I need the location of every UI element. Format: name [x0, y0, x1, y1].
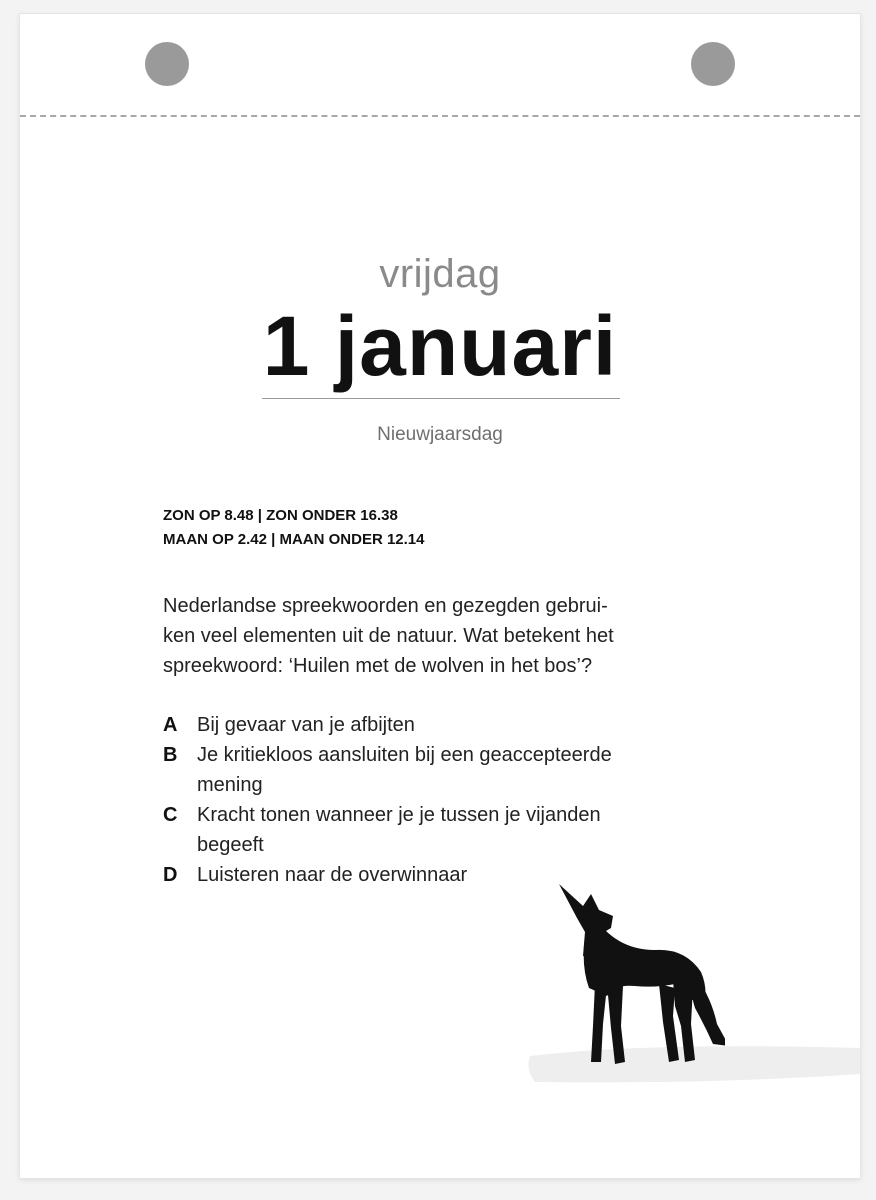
answer-line: begeeft: [197, 834, 264, 856]
date-heading: 1 januari: [262, 299, 618, 393]
holiday-label: Nieuwjaarsdag: [377, 424, 503, 445]
answer-letter: D: [163, 864, 178, 886]
moon-times: MAAN OP 2.42 | MAAN ONDER 12.14: [163, 531, 425, 548]
answer-option-a: [163, 710, 723, 740]
answer-letter: C: [163, 804, 178, 826]
weekday: vrijdag: [379, 252, 501, 296]
binding-hole-right: [691, 42, 735, 86]
answer-option-c: [163, 800, 723, 860]
answer-option-b: [163, 740, 723, 800]
binding-hole-left: [145, 42, 189, 86]
answer-text: [197, 710, 415, 740]
answer-line: Je kritiekloos aansluiten bij een geaccepteerde: [197, 744, 612, 766]
divider: [262, 398, 620, 399]
question-line: spreekwoord: ‘Huilen met de wolven in het bos’?: [163, 655, 593, 677]
question-line: ken veel elementen uit de natuur. Wat betekent het: [163, 625, 614, 647]
answer-text: [197, 800, 601, 860]
question-line: Nederlandse spreekwoorden en gezegden gebrui-: [163, 595, 608, 617]
sun-times: ZON OP 8.48 | ZON ONDER 16.38: [163, 507, 398, 524]
answer-line: Luisteren naar de overwinnaar: [197, 864, 468, 886]
sun-moon-times: [163, 504, 425, 552]
answer-list: [163, 710, 723, 890]
answer-text: [197, 740, 612, 800]
tear-off-perforation: [20, 115, 860, 117]
answer-text: [197, 860, 467, 890]
answer-letter: B: [163, 744, 178, 766]
answer-letter: A: [163, 714, 178, 736]
answer-line: mening: [197, 774, 263, 796]
question-text: [163, 591, 723, 681]
calendar-page: [20, 14, 860, 1178]
answer-line: Bij gevaar van je afbijten: [197, 714, 415, 736]
howling-wolf-icon: [555, 876, 725, 1066]
answer-line: Kracht tonen wanneer je je tussen je vijanden: [197, 804, 601, 826]
